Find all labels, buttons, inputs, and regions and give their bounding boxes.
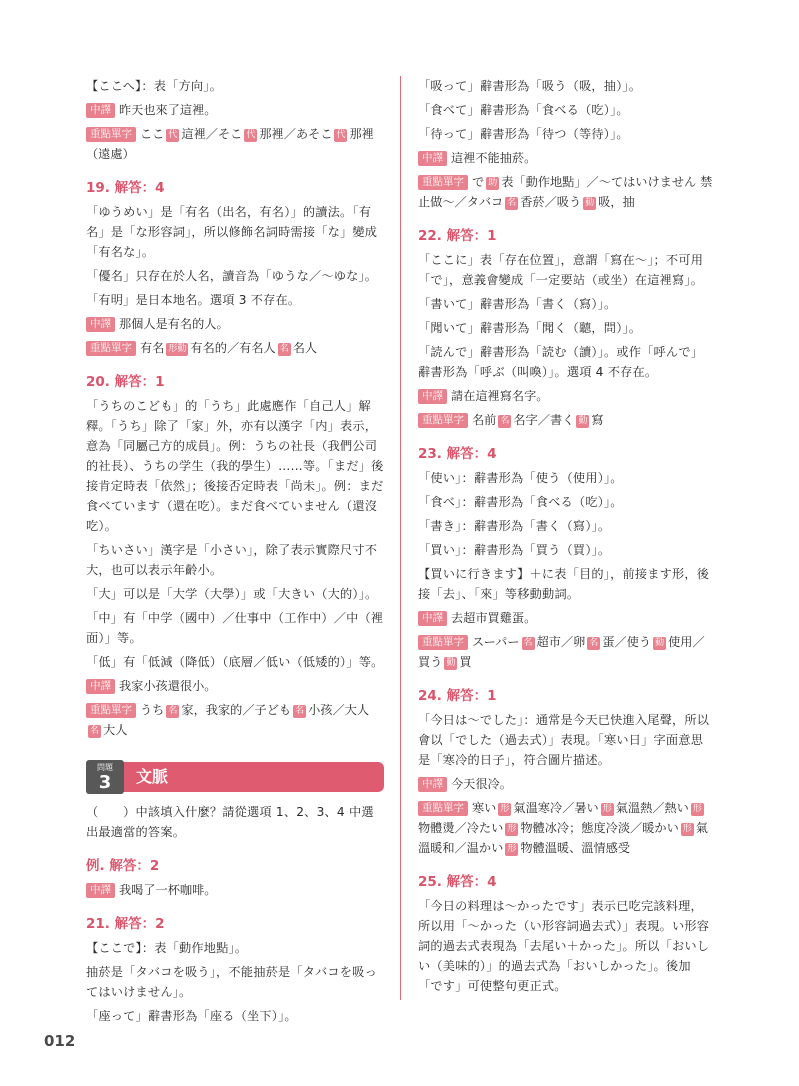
translation-row [86, 100, 384, 120]
vocab-text: 使用／買う [418, 635, 705, 669]
vocab-tag: 重點單字 [86, 341, 136, 356]
pos-badge: 名 [507, 198, 517, 208]
right-column [418, 76, 714, 1000]
vocab-row [86, 700, 384, 740]
vocab-tag: 重點單字 [86, 127, 136, 142]
translation-text: 我喝了一杯咖啡。 [119, 883, 217, 897]
pos-badge: 形 [507, 824, 517, 834]
explanation: 「聞いて」辭書形為「聞く（聽，問）」。 [418, 321, 642, 335]
vocab-text: 那裡（遠處） [86, 127, 374, 161]
translation-text: 昨天也來了這裡。 [119, 103, 217, 117]
explanation: 「ちいさい」漢字是「小さい」，除了表示實際尺寸不大，也可以表示年齡小。 [86, 543, 378, 577]
explanation: 「ここに」表「存在位置」，意謂「寫在～」；不可用「で」，意義會變成「一定要站（或坐）在這裡寫」。 [418, 253, 704, 287]
explanation: 「優名」只存在於人名，讀音為「ゆうな／～ゆな」。 [86, 269, 378, 283]
pos-badge: 動 [655, 638, 665, 648]
vocab-text: 名字／書く [513, 413, 575, 427]
explanation: 「使い」：辭書形為「使う（使用）」。 [418, 471, 623, 485]
vocab-text: 香菸／吸う [520, 195, 582, 209]
vocab-text: 買 [459, 655, 472, 669]
explanation: 【ここで】：表「動作地點」。 [86, 941, 248, 955]
vocab-text: 大人 [103, 723, 128, 737]
vocab-row [86, 124, 384, 164]
vocab-text: 這裡／そこ [181, 127, 243, 141]
vocab-row [86, 338, 384, 358]
pos-badge: 名 [589, 638, 599, 648]
vocab-tag: 重點單字 [418, 175, 468, 190]
explanation: 「食べ」：辭書形為「食べる（吃）」。 [418, 495, 623, 509]
explanation: 「読んで」辭書形為「読む（讀）」。或作「呼んで」辭書形為「呼ぶ（叫喚）」。選項 4 不存在。 [418, 345, 704, 379]
translation-tag: 中譯 [86, 103, 115, 118]
column-divider [400, 76, 401, 1000]
vocab-text: 物體燙／冷たい [418, 821, 504, 835]
translation-row [86, 314, 384, 334]
vocab-tag: 重點單字 [418, 801, 468, 816]
section-number: 3 [98, 772, 112, 793]
vocab-text: 物體溫暖、溫情感受 [520, 841, 631, 855]
translation-row [418, 608, 714, 628]
vocab-tag: 重點單字 [418, 413, 468, 428]
section-title: 文脈 [136, 767, 169, 786]
pos-badge: 名 [279, 344, 289, 354]
pos-badge: 形 [682, 824, 692, 834]
vocab-text: 有名 [140, 341, 165, 355]
vocab-tag: 重點單字 [418, 635, 468, 650]
translation-tag: 中譯 [418, 389, 447, 404]
vocab-text: 那裡／あそこ [259, 127, 333, 141]
translation-tag: 中譯 [418, 151, 447, 166]
answer-heading-20: 20. 解答：1 [86, 374, 165, 390]
translation-row [418, 148, 714, 168]
explanation: 「有明」是日本地名。選項 3 不存在。 [86, 293, 301, 307]
answer-heading-23: 23. 解答：4 [418, 446, 497, 462]
pos-badge: 名 [90, 726, 100, 736]
translation-row [86, 676, 384, 696]
vocab-text: うち [140, 703, 165, 717]
answer-heading-example: 例. 解答：2 [86, 858, 160, 874]
explanation: 「買い」：辭書形為「買う（買）」。 [418, 543, 611, 557]
explanation: 「今日は～でした」：通常是今天已快進入尾聲，所以會以「でした（過去式）」表現。「寒い日」字面意思是「寒冷的日子」，符合圖片描述。 [418, 713, 710, 767]
pre-line: 【ここへ】：表「方向」。 [86, 79, 222, 93]
section-instructions: （ ）中該填入什麼？請從選項 1、2、3、4 中選出最適當的答案。 [86, 805, 374, 839]
translation-tag: 中譯 [86, 317, 115, 332]
explanation: 「書き」：辭書形為「書く（寫）」。 [418, 519, 611, 533]
vocab-text: 吸，抽 [598, 195, 635, 209]
explanation: 「書いて」辭書形為「書く（寫）」。 [418, 297, 617, 311]
explanation: 「ゆうめい」是「有名（出名，有名）」的讀法。「有名」是「な形容詞」，所以修飾名詞時需接「な」變成「有名な」。 [86, 205, 378, 259]
vocab-text: 氣溫寒冷／暑い [513, 801, 599, 815]
answer-heading-21: 21. 解答：2 [86, 916, 165, 932]
explanation: 「今日の料理は～かったです」表示已吃完該料理，所以用「～かった（い形容詞過去式）」表現。い形容詞的過去式表現為「去尾い＋かった」。所以「おいしい（美味的）」的過去式為「おいしかった」。後加「です」可使整句更正式。 [418, 899, 710, 993]
explanation: 抽菸是「タバコを吸う」，不能抽菸是「タバコを吸ってはいけません」。 [86, 965, 377, 999]
vocab-text: 表「動作地點」／～てはいけません 禁止做～／タバコ [418, 175, 713, 209]
translation-tag: 中譯 [86, 883, 115, 898]
explanation: 「低」有「低減（降低）（底層／低い（低矮的）」等。 [86, 655, 384, 669]
explanation: 「うちのこども」的「うち」此處應作「自己人」解釋。「うち」除了「家」外，亦有以漢字「内」表示，意為「同屬己方的成員」。例：うちの社長（我們公司的社長）、うちの学生（我的學生）……等。「まだ」後接肯定時表「依然」；後接否定時表「尚未」。例：まだ食べています（還在吃）。まだ食べていません（還沒吃）。 [86, 399, 384, 533]
pos-badge: 名 [168, 706, 178, 716]
vocab-row [418, 172, 714, 212]
section-number-box [86, 760, 124, 794]
section-label: 問題 [97, 763, 113, 772]
answer-heading-24: 24. 解答：1 [418, 688, 497, 704]
left-column [86, 76, 384, 1030]
vocab-text: 名前 [472, 413, 497, 427]
translation-row [418, 774, 714, 794]
vocab-text: 寒い [472, 801, 497, 815]
explanation: 「大」可以是「大学（大學）」或「大きい（大的）」。 [86, 587, 378, 601]
pos-badge: 形動 [168, 344, 187, 354]
answer-heading-22: 22. 解答：1 [418, 228, 497, 244]
explanation: 「中」有「中学（國中）／仕事中（工作中）／中（裡面）」等。 [86, 611, 384, 645]
vocab-text: 家，我家的／子ども [181, 703, 292, 717]
vocab-text: 物體冰冷；態度冷淡／暖かい [520, 821, 679, 835]
vocab-text: スーパー [472, 635, 520, 649]
explanation: 「座って」辭書形為「座る（坐下）」。 [86, 1009, 297, 1023]
translation-tag: 中譯 [418, 611, 447, 626]
translation-text: 去超市買雞蛋。 [451, 611, 537, 625]
pos-badge: 形 [602, 804, 612, 814]
vocab-tag: 重點單字 [86, 703, 136, 718]
translation-row [418, 386, 714, 406]
pos-badge: 名 [295, 706, 305, 716]
vocab-row [418, 632, 714, 672]
pos-badge: 動 [446, 658, 456, 668]
answer-heading-25: 25. 解答：4 [418, 874, 497, 890]
translation-text: 這裡不能抽菸。 [451, 151, 537, 165]
vocab-text: 有名的／有名人 [190, 341, 276, 355]
pos-badge: 名 [523, 638, 533, 648]
answer-heading-19: 19. 解答：4 [86, 180, 165, 196]
vocab-text: 寫 [591, 413, 604, 427]
pos-badge: 名 [500, 416, 510, 426]
translation-tag: 中譯 [86, 679, 115, 694]
explanation: 「吸って」辭書形為「吸う（吸，抽）」。 [418, 79, 642, 93]
vocab-text: で [472, 175, 485, 189]
vocab-text: 蛋／使う [602, 635, 652, 649]
pos-badge: 代 [336, 130, 346, 140]
pos-badge: 動 [578, 416, 588, 426]
vocab-text: 小孩／大人 [308, 703, 370, 717]
vocab-text: 名人 [292, 341, 318, 355]
translation-text: 請在這裡寫名字。 [451, 389, 549, 403]
translation-tag: 中譯 [418, 777, 447, 792]
pos-badge: 形 [507, 844, 517, 854]
explanation: 「食べて」辭書形為「食べる（吃）」。 [418, 103, 629, 117]
section-banner [86, 760, 384, 794]
pos-badge: 代 [246, 130, 256, 140]
translation-row [86, 880, 384, 900]
vocab-row [418, 410, 714, 430]
pos-badge: 動 [585, 198, 595, 208]
translation-text: 那個人是有名的人。 [119, 317, 229, 331]
translation-text: 我家小孩還很小。 [119, 679, 217, 693]
explanation: 【買いに行きます】＋に表「目的」，前接ます形，後接「去」、「來」等移動動詞。 [418, 567, 710, 601]
vocab-text: 超市／卵 [536, 635, 586, 649]
vocab-text: 氣溫暖和／温かい [418, 821, 708, 855]
page-number: 012 [44, 1032, 76, 1050]
translation-text: 今天很冷。 [451, 777, 512, 791]
explanation: 「待って」辭書形為「待つ（等待）」。 [418, 127, 629, 141]
vocab-text: 氣溫熱／熱い [615, 801, 689, 815]
pos-badge: 形 [500, 804, 510, 814]
vocab-text: ここ [140, 127, 165, 141]
pos-badge: 形 [692, 804, 702, 814]
vocab-row [418, 798, 714, 858]
pos-badge: 助 [488, 178, 498, 188]
pos-badge: 代 [168, 130, 178, 140]
